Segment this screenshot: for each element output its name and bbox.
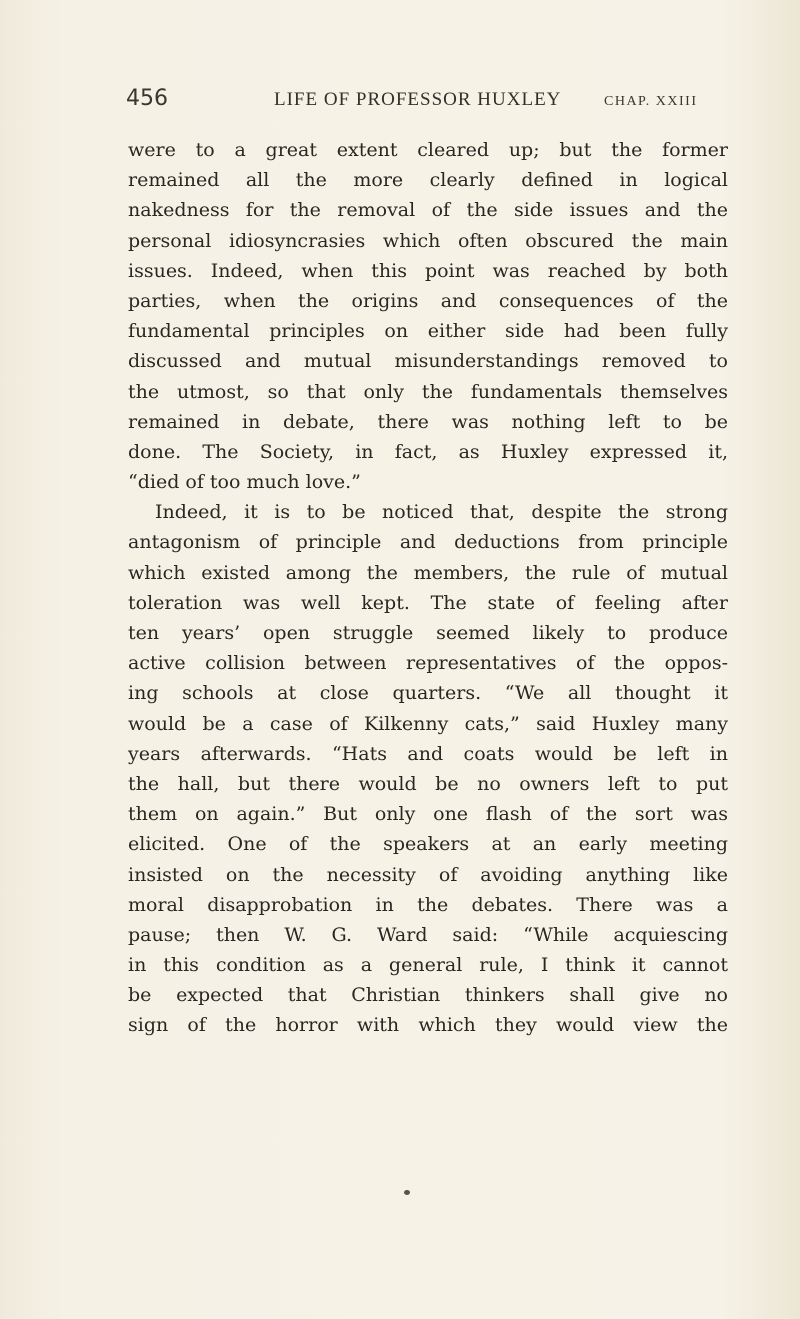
text-line: “died of too much love.”	[128, 471, 361, 494]
text-line: ten years’ open struggle seemed likely to produce	[128, 622, 728, 644]
text-line: personal idiosyncrasies which often obscured the main	[128, 229, 728, 252]
text-line: antagonism of principle and deductions from principle	[128, 531, 728, 554]
text-line: pause; then W. G. Ward said: “While acquiescing	[128, 923, 728, 946]
text-line: Indeed, it is to be noticed that, despite the strong	[155, 501, 728, 524]
text-line: active collision between representatives of the oppos-	[128, 652, 728, 675]
body-text	[128, 135, 728, 1041]
text-line: remained all the more clearly defined in logical	[128, 169, 728, 192]
text-line: which existed among the members, the rule of mutual	[128, 561, 728, 584]
text-line: be expected that Christian thinkers shall give no	[128, 984, 728, 1007]
text-line: moral disapprobation in the debates. There was a	[128, 893, 728, 916]
text-line: ing schools at close quarters. “We all thought it	[128, 682, 728, 705]
text-line: insisted on the necessity of avoiding anything like	[128, 863, 728, 886]
text-line: issues. Indeed, when this point was reached by both	[128, 259, 728, 282]
text-line: would be a case of Kilkenny cats,” said Huxley many	[128, 712, 728, 735]
text-line: discussed and mutual misunderstandings removed to	[128, 350, 728, 373]
text-line: in this condition as a general rule, I think it cannot	[128, 954, 728, 977]
text-line: the hall, but there would be no owners left to put	[128, 772, 728, 795]
text-line: elicited. One of the speakers at an early meeting	[128, 833, 728, 856]
page-number: 456	[126, 86, 168, 111]
chapter-label: CHAP. XXIII	[604, 94, 698, 109]
text-line: them on again.” But only one flash of the sort was	[128, 803, 728, 826]
text-line: toleration was well kept. The state of feeling after	[128, 591, 728, 614]
text-line: remained in debate, there was nothing left to be	[128, 410, 728, 433]
text-line: parties, when the origins and consequences of the	[128, 289, 728, 312]
running-head: LIFE OF PROFESSOR HUXLEY	[274, 89, 562, 110]
text-line: done. The Society, in fact, as Huxley expressed it,	[128, 440, 728, 463]
text-line: the utmost, so that only the fundamentals themselves	[128, 380, 728, 403]
text-line: nakedness for the removal of the side issues and the	[128, 199, 728, 222]
text-line: fundamental principles on either side had been fully	[128, 320, 728, 343]
text-line: sign of the horror with which they would view the	[128, 1014, 728, 1037]
text-line: years afterwards. “Hats and coats would be left in	[128, 742, 728, 765]
page-header	[126, 86, 720, 120]
printer-mark	[404, 1190, 410, 1195]
text-line: were to a great extent cleared up; but the former	[128, 139, 728, 161]
